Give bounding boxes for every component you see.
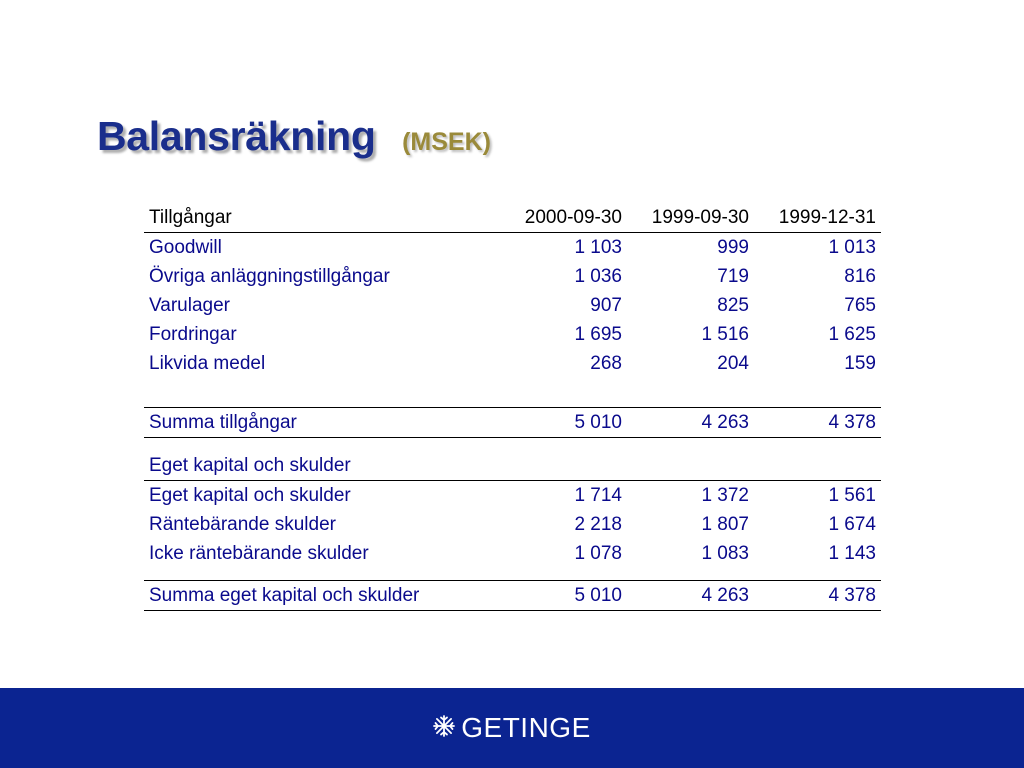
cell-value: 5 010 bbox=[501, 581, 627, 611]
table-row bbox=[144, 481, 881, 511]
cell-value: 159 bbox=[754, 349, 881, 408]
table-row bbox=[144, 320, 881, 349]
row-label: Varulager bbox=[149, 295, 230, 316]
row-label: Fordringar bbox=[149, 324, 237, 345]
cell-value: 816 bbox=[844, 266, 876, 287]
cell-value: 2 218 bbox=[574, 514, 622, 535]
cell-value: 1 083 bbox=[627, 539, 754, 581]
section-heading: Eget kapital och skulder bbox=[144, 451, 501, 481]
cell-value: 1 013 bbox=[828, 237, 876, 258]
cell-value: 1 103 bbox=[574, 237, 622, 258]
table-row bbox=[144, 233, 881, 263]
cell-value: 1 036 bbox=[574, 266, 622, 287]
row-label: Eget kapital och skulder bbox=[149, 485, 351, 506]
getinge-logo bbox=[433, 712, 591, 744]
table-row bbox=[144, 510, 881, 539]
logo-text: GETINGE bbox=[461, 712, 591, 743]
page-title: Balansräkning bbox=[97, 113, 376, 159]
cell-value: 1 078 bbox=[501, 539, 627, 581]
row-label: Summa eget kapital och skulder bbox=[144, 581, 501, 611]
cell-value: 268 bbox=[501, 349, 627, 408]
row-label: Icke räntebärande skulder bbox=[144, 539, 501, 581]
cell-value: 1 143 bbox=[754, 539, 881, 581]
cell-value: 825 bbox=[717, 295, 749, 316]
cell-value: 4 378 bbox=[754, 408, 881, 438]
cell-value: 1 625 bbox=[828, 324, 876, 345]
balance-table bbox=[144, 203, 881, 611]
row-label: Goodwill bbox=[149, 237, 222, 258]
table-row bbox=[144, 539, 881, 581]
cell-value: 4 263 bbox=[627, 581, 754, 611]
section-heading-row bbox=[144, 451, 881, 481]
cell-value: 204 bbox=[627, 349, 754, 408]
cell-value: 4 263 bbox=[627, 408, 754, 438]
table-row bbox=[144, 262, 881, 291]
title-row bbox=[97, 113, 491, 160]
column-header: 1999-09-30 bbox=[627, 203, 754, 233]
column-header: Tillgångar bbox=[144, 203, 501, 233]
cell-value: 1 674 bbox=[828, 514, 876, 535]
footer-bar bbox=[0, 688, 1024, 768]
total-liabilities-row bbox=[144, 581, 881, 611]
row-label: Övriga anläggningstillgångar bbox=[149, 266, 390, 287]
table-row bbox=[144, 291, 881, 320]
cell-value: 1 807 bbox=[701, 514, 749, 535]
table-header-row bbox=[144, 203, 881, 233]
row-label: Summa tillgångar bbox=[144, 408, 501, 438]
spacer-row bbox=[144, 438, 881, 452]
cell-value: 1 372 bbox=[701, 485, 749, 506]
title-unit: (MSEK) bbox=[402, 128, 491, 156]
cell-value: 765 bbox=[844, 295, 876, 316]
cell-value: 1 714 bbox=[574, 485, 622, 506]
cell-value: 907 bbox=[590, 295, 622, 316]
snowflake-icon bbox=[433, 712, 455, 744]
row-label: Räntebärande skulder bbox=[149, 514, 336, 535]
total-assets-row bbox=[144, 408, 881, 438]
cell-value: 1 561 bbox=[828, 485, 876, 506]
column-header: 2000-09-30 bbox=[501, 203, 627, 233]
table-row bbox=[144, 349, 881, 408]
cell-value: 5 010 bbox=[501, 408, 627, 438]
cell-value: 1 695 bbox=[574, 324, 622, 345]
cell-value: 4 378 bbox=[754, 581, 881, 611]
column-header: 1999-12-31 bbox=[754, 203, 881, 233]
cell-value: 719 bbox=[717, 266, 749, 287]
cell-value: 1 516 bbox=[701, 324, 749, 345]
cell-value: 999 bbox=[717, 237, 749, 258]
row-label: Likvida medel bbox=[144, 349, 501, 408]
